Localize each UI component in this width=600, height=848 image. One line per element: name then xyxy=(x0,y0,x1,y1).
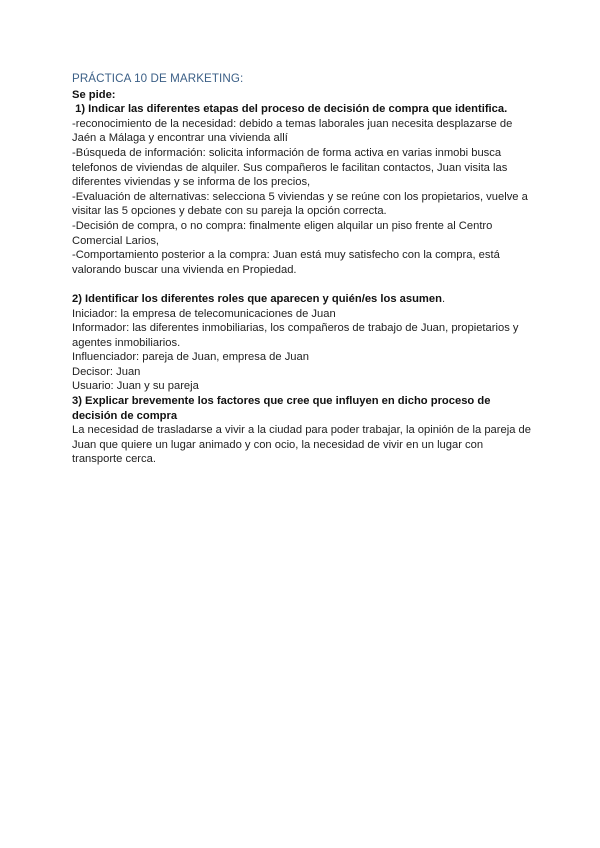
factor-line: Juan que quiere un lugar animado y con ocio, la necesidad de vivir en un lugar con xyxy=(72,438,484,451)
role-line: Usuario: Juan y su pareja xyxy=(72,380,199,393)
answer-line: visitar las 5 opciones y debate con su pareja la opción correcta. xyxy=(72,205,387,218)
question-2-answer xyxy=(72,307,540,395)
answer-line: -reconocimiento de la necesidad: debido a temas laborales juan necesita desplazarse de xyxy=(72,117,513,130)
question-3-heading: 3) Explicar brevemente los factores que cree que influyen en dicho proceso de xyxy=(72,395,491,408)
answer-line: valorando buscar una vivienda en Propiedad. xyxy=(72,263,297,276)
factor-line: transporte cerca. xyxy=(72,453,156,466)
role-line: Iniciador: la empresa de telecomunicaciones de Juan xyxy=(72,307,336,320)
question-3-answer xyxy=(72,423,540,467)
answer-line: -Búsqueda de información: solicita información de forma activa en varias inmobi busca xyxy=(72,146,502,159)
answer-line: telefonos de viviendas de alquiler. Sus compañeros le facilitan contactos, Juan visita las xyxy=(72,161,508,174)
question-3-heading: decisión de compra xyxy=(72,409,178,422)
factor-line: La necesidad de trasladarse a vivir a la ciudad para poder trabajar, la opinión de la pareja de xyxy=(72,424,531,437)
answer-line: -Decisión de compra, o no compra: finalmente eligen alquilar un piso frente al Centro xyxy=(72,219,493,232)
answer-line: -Comportamiento posterior a la compra: Juan está muy satisfecho con la compra, está xyxy=(72,249,500,262)
paragraph-spacer xyxy=(72,277,540,292)
question-1-answer xyxy=(72,117,540,278)
answer-line: Jaén a Málaga y encontrar una vivienda allí xyxy=(72,132,288,145)
question-2-heading-period: . xyxy=(441,292,446,305)
role-line: Decisor: Juan xyxy=(72,365,141,378)
answer-line: Comercial Larios, xyxy=(72,234,160,247)
document-title: PRÁCTICA 10 DE MARKETING: xyxy=(72,72,244,85)
role-line: agentes inmobiliarios. xyxy=(72,336,181,349)
question-1-heading: 1) Indicar las diferentes etapas del proceso de decisión de compra que identifica. xyxy=(72,103,508,116)
role-line: Informador: las diferentes inmobiliarias, los compañeros de trabajo de Juan, propietarios y xyxy=(72,322,519,335)
answer-line: -Evaluación de alternativas: selecciona 5 viviendas y se reúne con los propietarios, vuelve a xyxy=(72,190,528,203)
question-2-heading-line xyxy=(72,292,540,307)
intro-label: Se pide: xyxy=(72,88,116,101)
answer-line: diferentes viviendas y se informa de los precios, xyxy=(72,176,311,189)
role-line: Influenciador: pareja de Juan, empresa de Juan xyxy=(72,351,309,364)
question-2-heading: 2) Identificar los diferentes roles que aparecen y quién/es los asumen xyxy=(72,292,442,305)
